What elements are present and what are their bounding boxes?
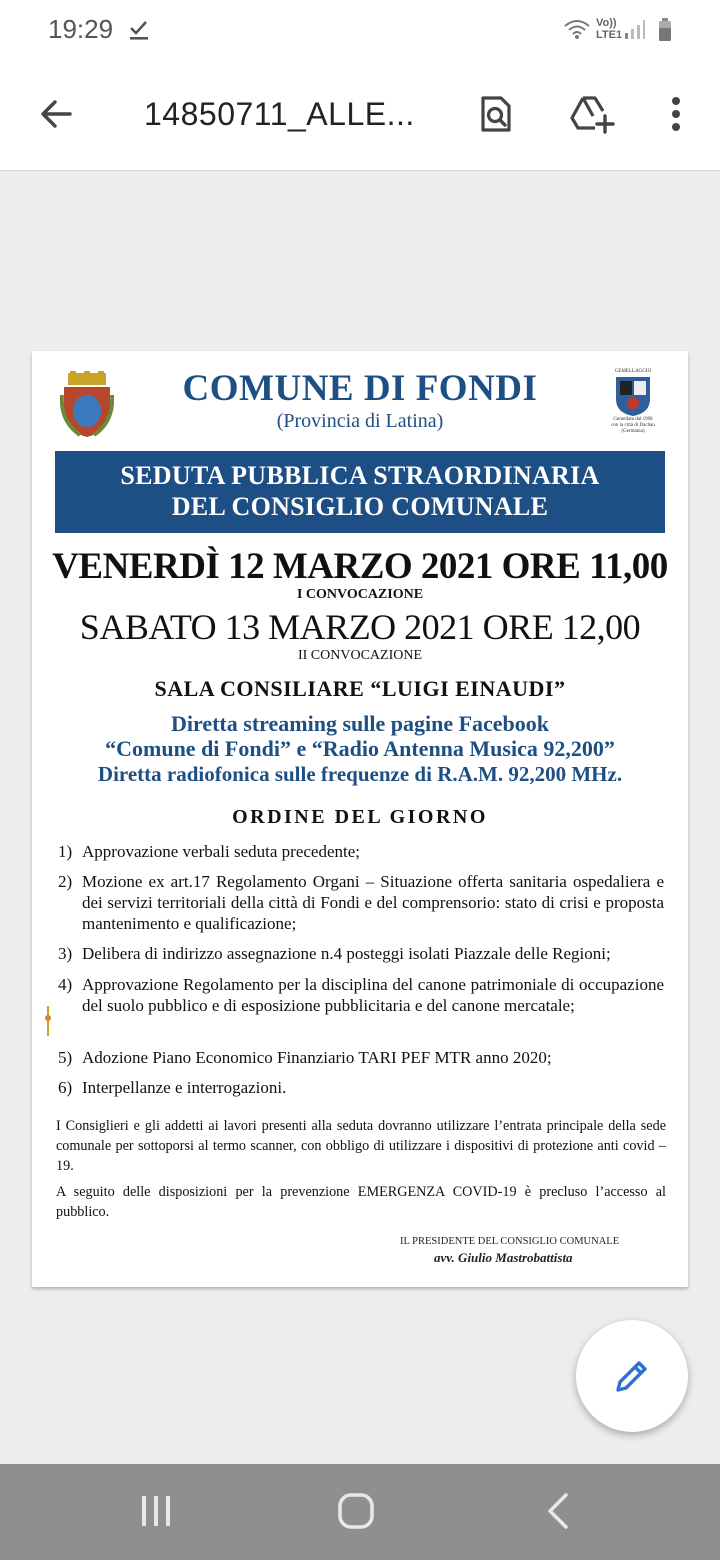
status-time: 19:29: [48, 14, 114, 44]
wifi-icon: [563, 18, 591, 40]
streaming-line1: Diretta streaming sulle pagine Facebook: [170, 711, 550, 736]
agenda-item-text: Approvazione verbali seduta precedente;: [82, 842, 361, 861]
find-in-page-icon: [479, 94, 513, 134]
second-date: SABATO 13 MARZO 2021 ORE 12,00: [79, 607, 641, 647]
margin-mark-icon: [44, 1006, 52, 1036]
more-options-button[interactable]: [656, 86, 696, 142]
first-convocation: I CONVOCAZIONE: [296, 587, 424, 602]
banner-line1: SEDUTA PUBBLICA STRAORDINARIA: [120, 461, 600, 490]
municipality-subtitle: (Provincia di Latina): [276, 410, 444, 432]
second-convocation: II CONVOCAZIONE: [297, 648, 423, 663]
agenda-item-number: 4): [58, 975, 73, 994]
add-to-drive-button[interactable]: [564, 86, 620, 142]
agenda-item-text: Adozione Piano Economico Finanziario TARI PEF MTR anno 2020;: [82, 1048, 552, 1067]
battery-icon: [658, 18, 672, 42]
back-nav-button[interactable]: [526, 1488, 590, 1536]
municipality-title: COMUNE DI FONDI: [182, 368, 538, 409]
session-banner: [55, 451, 665, 533]
file-title: 14850711_ALLE...: [144, 96, 415, 132]
find-in-page-button[interactable]: [468, 86, 524, 142]
status-bar: [0, 0, 720, 60]
network-label: [596, 17, 622, 41]
banner-line2: DEL CONSIGLIO COMUNALE: [171, 492, 549, 521]
pencil-icon: [612, 1356, 652, 1396]
arrow-left-icon: [38, 96, 74, 132]
twinning-shield-icon: [614, 375, 652, 417]
agenda-item-text: Approvazione Regolamento per la disciplina del canone patrimoniale di occupazione del suolo pubblico e di esposizione pubblicitaria e del canone mercatale;: [82, 975, 664, 1015]
agenda-item-text: Mozione ex art.17 Regolamento Organi – Situazione offerta sanitaria ospedaliera e dei servizi territoriali della città di Fondi e del comprensorio: stato di crisi e proposta mantenimento e qualificazione;: [82, 872, 664, 933]
chevron-left-icon: [546, 1492, 570, 1530]
back-button[interactable]: [28, 86, 84, 142]
document-page: [32, 351, 688, 1287]
more-vert-icon: [671, 96, 681, 132]
access-note: I Consiglieri e gli addetti ai lavori presenti alla seduta dovranno utilizzare l’entrata principale della sede comunale per sottoporsi al termo scanner, con obbligo di utilizzare i dispositivi di protezione anti covid – 19.: [56, 1118, 666, 1174]
agenda-item-text: Delibera di indirizzo assegnazione n.4 posteggi isolati Piazzale delle Regioni;: [82, 944, 611, 963]
streaming-line3: Diretta radiofonica sulle frequenze di R.A.M. 92,200 MHz.: [97, 762, 623, 786]
agenda-item-number: 1): [58, 842, 73, 861]
venue: SALA CONSILIARE “LUIGI EINAUDI”: [154, 676, 566, 701]
signal-icon: [624, 18, 646, 40]
system-nav-bar: [0, 1464, 720, 1560]
add-to-drive-icon: [569, 94, 615, 134]
signature-name: avv. Giulio Mastrobattista: [434, 1250, 573, 1265]
recent-apps-icon: [140, 1494, 172, 1530]
streaming-line2: “Comune di Fondi” e “Radio Antenna Musica 92,200”: [105, 736, 615, 761]
signature-role: IL PRESIDENTE DEL CONSIGLIO COMUNALE: [400, 1236, 620, 1247]
agenda-item-number: 5): [58, 1048, 73, 1067]
twinning-top: GEMELLAGGIO: [614, 369, 652, 374]
twinning-emblem: [602, 369, 664, 437]
agenda-item-number: 6): [58, 1078, 73, 1097]
network-label-bottom: LTE1: [596, 29, 623, 41]
agenda-item-number: 3): [58, 944, 73, 963]
app-bar: [0, 60, 720, 171]
download-done-icon: [128, 18, 150, 42]
twinning-line1: Gemellata dal 1998: [613, 417, 653, 422]
agenda-title: ORDINE DEL GIORNO: [232, 806, 488, 828]
agenda-item-number: 2): [58, 872, 73, 891]
public-note: A seguito delle disposizioni per la prevenzione EMERGENZA COVID-19 è precluso l’accesso al pubblico.: [56, 1184, 666, 1220]
first-date: VENERDÌ 12 MARZO 2021 ORE 11,00: [52, 546, 668, 587]
home-button[interactable]: [324, 1488, 388, 1536]
agenda-item-text: Interpellanze e interrogazioni.: [82, 1078, 287, 1097]
recent-apps-button[interactable]: [124, 1488, 188, 1536]
home-icon: [338, 1493, 374, 1529]
network-label-top: Vo)): [596, 17, 617, 29]
edit-fab[interactable]: [576, 1320, 688, 1432]
twinning-line2: con la città di Dachau: [611, 423, 655, 428]
twinning-line3: (Germania): [621, 429, 645, 434]
